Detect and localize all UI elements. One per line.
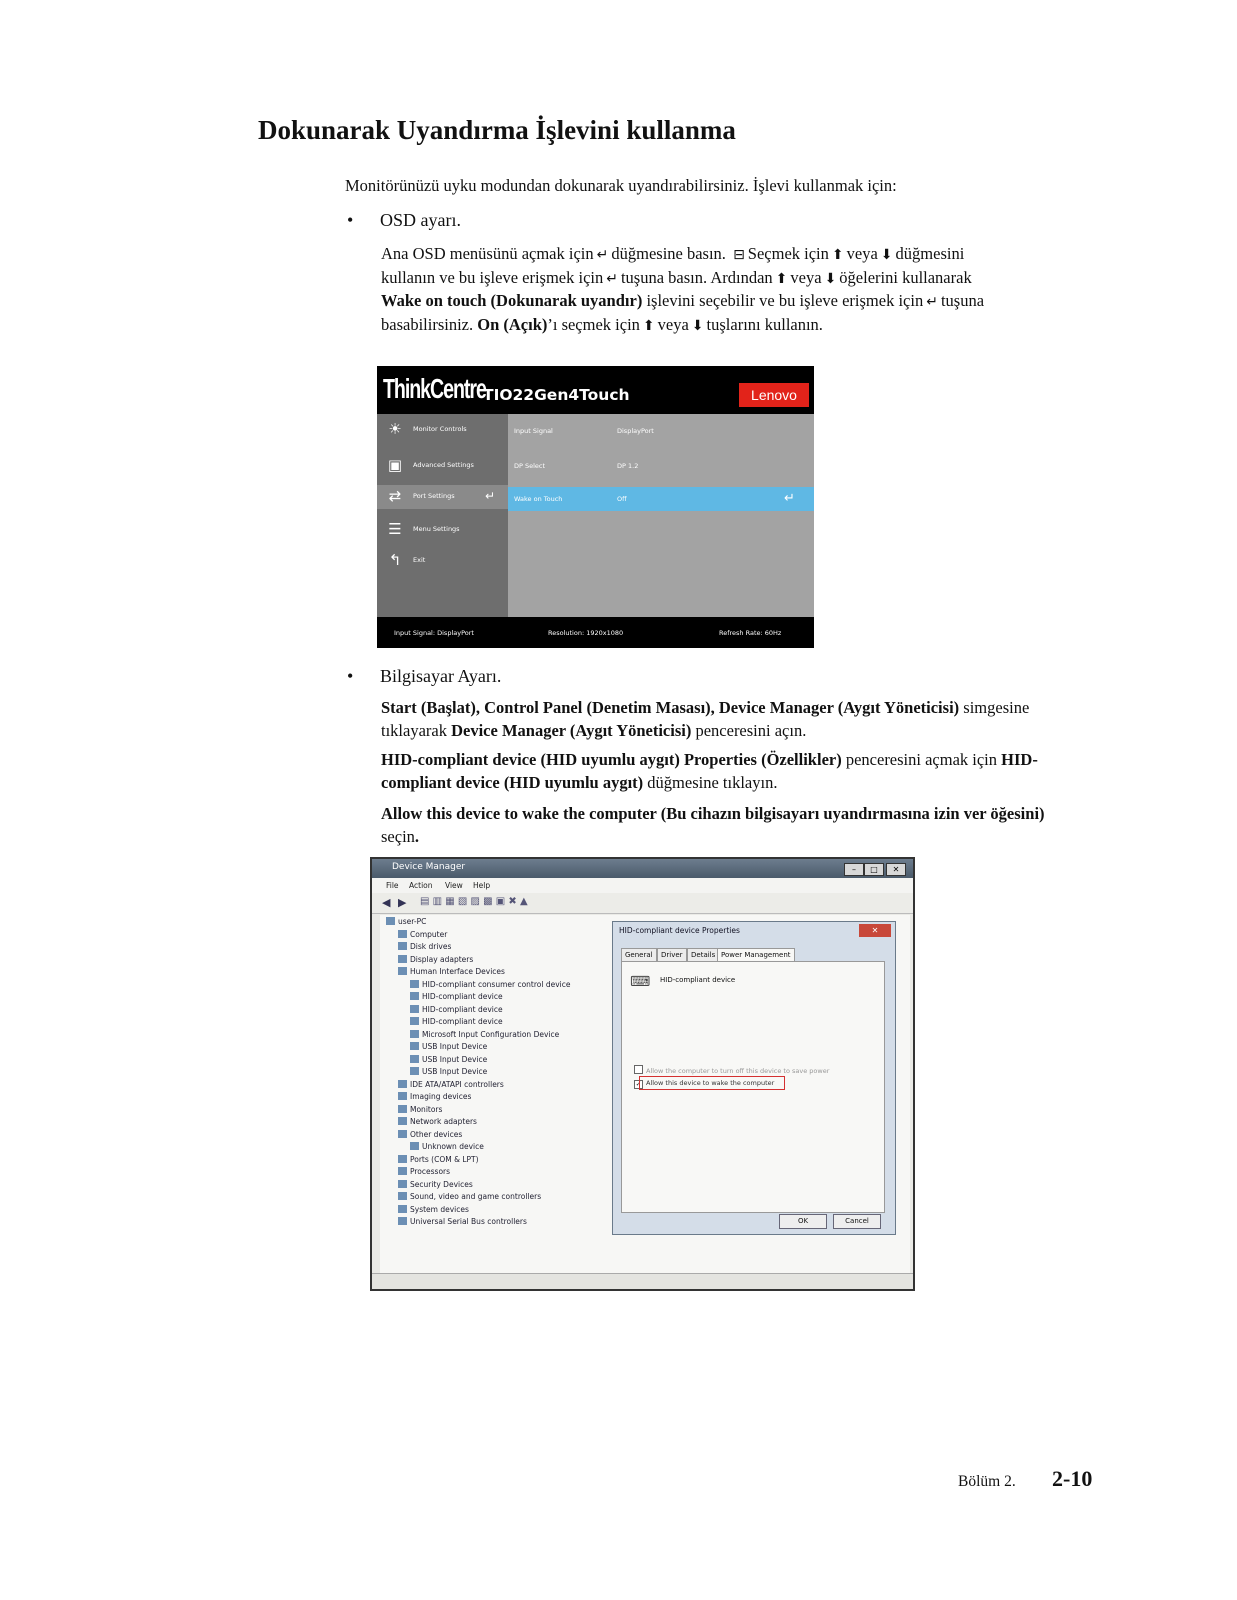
osd-model: TIO22Gen4Touch — [483, 386, 630, 404]
bullet-dot: • — [347, 666, 354, 686]
down-arrow-icon: ⬇ — [880, 247, 893, 263]
cancel-button[interactable]: Cancel — [833, 1214, 881, 1229]
tree-node[interactable]: Disk drives — [398, 942, 451, 951]
option-wake-computer[interactable]: ✓ Allow this device to wake the computer — [635, 1079, 775, 1088]
pc-step-2: HID-compliant device (HID uyumlu aygıt) Properties (Özellikler) penceresini açmak için HID- compliant device (HID uyumlu aygıt) düğmesine tıklayın. — [381, 750, 1038, 792]
checkbox-checked[interactable]: ✓ — [635, 1080, 642, 1088]
up-arrow-icon: ⬆ — [831, 247, 844, 263]
device-icon — [398, 930, 407, 938]
tab-details[interactable]: Details — [687, 948, 719, 962]
dialog-close-button[interactable]: ✕ — [859, 924, 891, 937]
up-arrow-icon: ⬆ — [775, 270, 788, 287]
highlight-box — [639, 1076, 785, 1090]
tree-node[interactable]: Microsoft Input Configuration Device — [410, 1030, 559, 1039]
port-icon: ⇄ — [388, 487, 402, 505]
tree-node[interactable]: USB Input Device — [410, 1055, 487, 1064]
option-turn-off[interactable]: Allow the computer to turn off this device to save power — [634, 1065, 829, 1075]
exit-icon: ↰ — [388, 551, 402, 569]
menu-settings-icon: ☰ — [388, 520, 402, 538]
advanced-icon: ▣ — [387, 456, 403, 474]
device-icon: ⌨ — [630, 974, 651, 990]
device-icon — [398, 1092, 407, 1100]
toolbar-icon[interactable]: ▤ ▥ ▦ ▧ ▨ ▩ ▣ ✖ ▲ — [420, 896, 528, 907]
bullet-dot: • — [347, 210, 354, 230]
dm-menubar — [372, 878, 913, 893]
hid-properties-dialog: HID-compliant device Properties ✕ General Driver Details Power Management ⌨ HID-compliant device Allow the computer to turn off this device to save power ✓ Allow this device to wake the computer OK Cancel — [612, 921, 896, 1235]
menu-action[interactable]: Action — [409, 881, 433, 890]
device-icon — [410, 1030, 419, 1038]
device-icon — [398, 1117, 407, 1125]
device-icon — [410, 1017, 419, 1025]
tab-general[interactable]: General — [621, 948, 657, 962]
device-icon — [398, 1080, 407, 1088]
enter-icon: ↵ — [606, 270, 618, 287]
enter-icon: ↵ — [596, 247, 609, 263]
tree-node[interactable]: Security Devices — [398, 1180, 473, 1189]
device-icon — [386, 917, 395, 925]
device-icon — [410, 980, 419, 988]
tree-node[interactable]: HID-compliant device — [410, 992, 503, 1001]
device-manager-screenshot — [370, 857, 915, 1291]
tree-node[interactable]: Unknown device — [410, 1142, 484, 1151]
osd-left-panel — [377, 414, 508, 617]
osd-right-panel — [508, 414, 814, 617]
checkbox[interactable] — [634, 1065, 643, 1074]
osd-menu-exit[interactable]: ↰ Exit — [377, 549, 508, 573]
menu-help[interactable]: Help — [473, 881, 491, 890]
tree-node[interactable]: Computer — [398, 930, 447, 939]
tree-node[interactable]: HID-compliant device — [410, 1005, 503, 1014]
tab-driver[interactable]: Driver — [657, 948, 687, 962]
tree-node[interactable]: Ports (COM & LPT) — [398, 1155, 479, 1164]
osd-row-input-signal[interactable]: Input Signal DisplayPort — [514, 427, 654, 435]
tree-node[interactable]: Other devices — [398, 1130, 462, 1139]
osd-menu-menu-settings[interactable]: ☰ Menu Settings — [377, 518, 508, 542]
power-management-panel — [621, 961, 885, 1213]
osd-menu-port-settings[interactable]: ⇄ Port Settings ↵ — [377, 485, 508, 509]
back-icon[interactable]: ◀ — [382, 896, 391, 909]
osd-footer: Input Signal: DisplayPort Resolution: 1920x1080 Refresh Rate: 60Hz — [377, 617, 814, 648]
down-arrow-icon: ⬇ — [824, 270, 837, 287]
device-icon — [410, 1055, 419, 1063]
thinkcentre-logo: ThinkCentre — [383, 373, 486, 404]
osd-instructions: Ana OSD menüsünü açmak için ↵ düğmesine basın. ⊟ Seçmek için ⬆ veya ⬇ düğmesini kullanın ve bu işleve erişmek için ↵ tuşuna basın. Ardından ⬆ veya ⬇ öğelerini kullanarak Wake on touch (Dokunarak uyandır) işlevini seçebilir ve bu işleve erişmek için ↵ tuşuna basabilirsiniz. On (Açık)’ı seçmek için ⬆ veya ⬇ tuşlarını kullanın. — [381, 243, 1081, 337]
tree-node[interactable]: Display adapters — [398, 955, 473, 964]
dm-statusbar — [372, 1273, 913, 1290]
device-name: HID-compliant device — [660, 976, 736, 984]
device-icon — [398, 1192, 407, 1200]
dm-titlebar: Device Manager – □ ✕ — [372, 859, 913, 878]
menu-icon: ⊟ — [733, 247, 745, 263]
tree-node[interactable]: HID-compliant consumer control device — [410, 980, 570, 989]
lenovo-logo: Lenovo — [739, 383, 809, 407]
page-number: 2-10 — [1052, 1466, 1093, 1491]
brightness-icon: ☀ — [388, 420, 402, 438]
down-arrow-icon: ⬇ — [691, 317, 704, 334]
osd-row-wake-on-touch[interactable]: Wake on Touch Off ↵ — [508, 487, 814, 511]
intro-text: Monitörünüzü uyku modundan dokunarak uyandırabilirsiniz. İşlevi kullanmak için: — [345, 176, 897, 195]
tree-node[interactable]: user-PC — [386, 917, 426, 926]
forward-icon[interactable]: ▶ — [398, 896, 407, 909]
chapter-label: Bölüm 2. — [958, 1473, 1016, 1490]
pc-step-1: Start (Başlat), Control Panel (Denetim Masası), Device Manager (Aygıt Yöneticisi) simgesine tıklayarak Device Manager (Aygıt Yöneticisi) penceresini açın. — [381, 698, 1030, 740]
device-icon — [410, 992, 419, 1000]
maximize-button[interactable]: □ — [864, 863, 884, 876]
tree-node[interactable]: USB Input Device — [410, 1067, 487, 1076]
osd-row-dp-select[interactable]: DP Select DP 1.2 — [514, 462, 639, 470]
tree-node[interactable]: Universal Serial Bus controllers — [398, 1217, 527, 1226]
tree-node[interactable]: System devices — [398, 1205, 469, 1214]
device-icon — [398, 955, 407, 963]
device-icon — [410, 1042, 419, 1050]
pc-step-3: Allow this device to wake the computer (Bu cihazın bilgisayarı uyandırmasına izin ver öğesini) seçin. — [381, 804, 1045, 846]
menu-view[interactable]: View — [445, 881, 463, 890]
tab-power-management[interactable]: Power Management — [717, 948, 795, 962]
minimize-button[interactable]: – — [844, 863, 864, 876]
tree-node[interactable]: Imaging devices — [398, 1092, 471, 1101]
tree-node[interactable]: Processors — [398, 1167, 450, 1176]
bullet-pc: • Bilgisayar Ayarı. — [347, 666, 502, 686]
page-title: Dokunarak Uyandırma İşlevini kullanma — [258, 115, 736, 145]
tree-node[interactable]: Sound, video and game controllers — [398, 1192, 541, 1201]
osd-header — [377, 366, 814, 414]
device-icon — [398, 1205, 407, 1213]
device-icon — [398, 967, 407, 975]
osd-menu-monitor-controls[interactable]: ☀ Monitor Controls — [377, 418, 508, 442]
tree-node[interactable]: HID-compliant device — [410, 1017, 503, 1026]
device-icon — [398, 1155, 407, 1163]
device-icon — [398, 942, 407, 950]
enter-icon: ↵ — [784, 491, 795, 506]
device-icon — [398, 1167, 407, 1175]
osd-screenshot — [377, 366, 814, 648]
device-icon — [410, 1142, 419, 1150]
menu-file[interactable]: File — [386, 881, 399, 890]
up-arrow-icon: ⬆ — [642, 317, 655, 334]
tree-node[interactable]: Monitors — [398, 1105, 442, 1114]
device-icon — [398, 1217, 407, 1225]
ok-button[interactable]: OK — [779, 1214, 827, 1229]
device-icon — [398, 1130, 407, 1138]
dm-toolbar — [372, 893, 913, 914]
tree-node[interactable]: USB Input Device — [410, 1042, 487, 1051]
device-icon — [398, 1180, 407, 1188]
device-icon — [410, 1067, 419, 1075]
close-button[interactable]: ✕ — [886, 863, 906, 876]
enter-icon: ↵ — [485, 489, 496, 503]
tree-node[interactable]: Network adapters — [398, 1117, 477, 1126]
tree-node[interactable]: IDE ATA/ATAPI controllers — [398, 1080, 504, 1089]
device-icon — [410, 1005, 419, 1013]
device-icon — [398, 1105, 407, 1113]
tree-node[interactable]: Human Interface Devices — [398, 967, 505, 976]
osd-menu-advanced-settings[interactable]: ▣ Advanced Settings — [387, 456, 474, 474]
enter-icon: ↵ — [926, 294, 938, 310]
bullet-osd: • OSD ayarı. — [347, 210, 461, 230]
